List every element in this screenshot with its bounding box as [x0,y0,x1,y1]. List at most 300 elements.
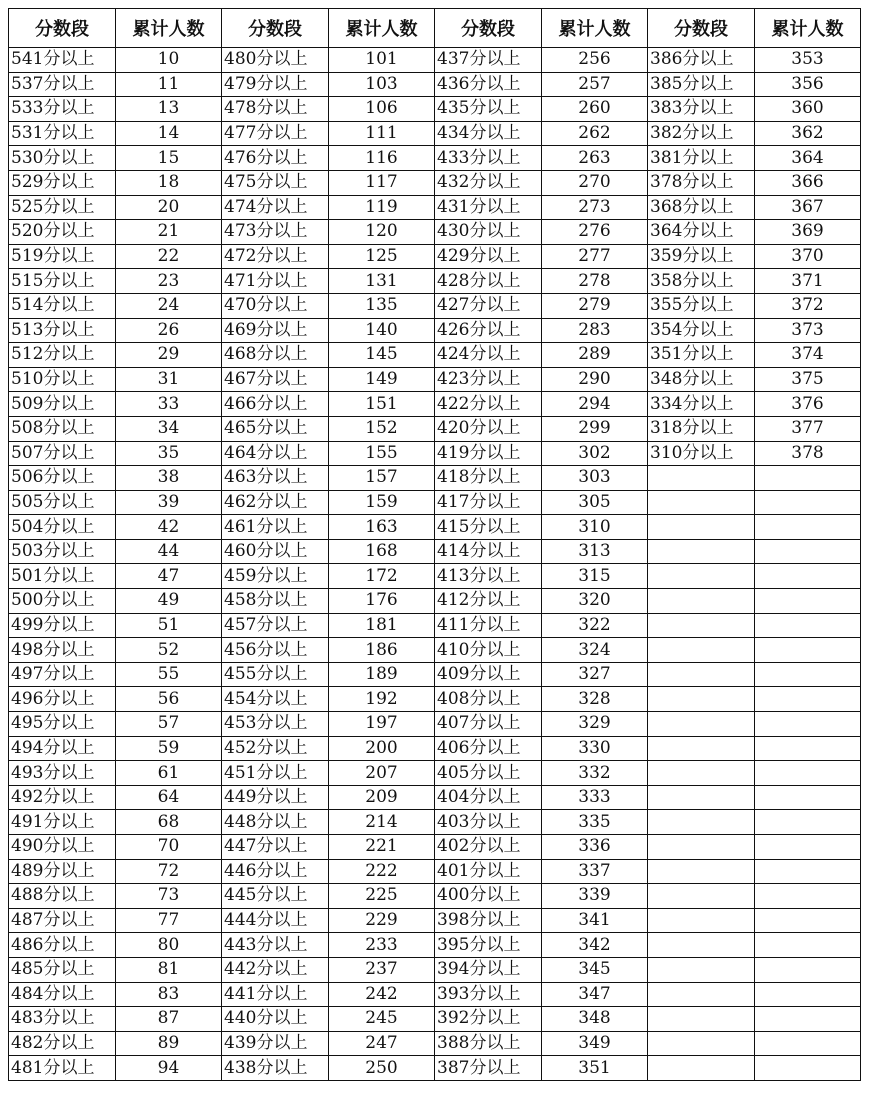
score-segment-cell: 479分以上 [222,72,329,97]
table-row [9,638,861,663]
score-segment-cell: 334分以上 [648,392,755,417]
score-segment-cell: 442分以上 [222,957,329,982]
table-row [9,392,861,417]
score-segment-cell: 484分以上 [9,982,116,1007]
table-row [9,490,861,515]
cumulative-count-cell: 55 [116,662,222,687]
cumulative-count-cell: 77 [116,908,222,933]
cumulative-count-cell: 81 [116,957,222,982]
score-segment-cell [648,712,755,737]
cumulative-count-cell: 73 [116,884,222,909]
cumulative-count-cell [755,466,861,491]
cumulative-count-cell: 273 [542,195,648,220]
header-score-segment: 分数段 [222,9,329,48]
cumulative-count-cell: 31 [116,367,222,392]
cumulative-count-cell [755,957,861,982]
cumulative-count-cell: 283 [542,318,648,343]
score-segment-cell: 355分以上 [648,293,755,318]
cumulative-count-cell: 51 [116,613,222,638]
score-segment-cell: 493分以上 [9,761,116,786]
score-segment-cell: 490分以上 [9,835,116,860]
cumulative-count-cell: 149 [329,367,435,392]
cumulative-count-cell: 276 [542,220,648,245]
score-segment-cell: 505分以上 [9,490,116,515]
score-segment-cell [648,859,755,884]
table-row [9,1031,861,1056]
cumulative-count-cell: 176 [329,589,435,614]
cumulative-count-cell: 70 [116,835,222,860]
score-segment-cell: 525分以上 [9,195,116,220]
score-segment-cell: 464分以上 [222,441,329,466]
cumulative-count-cell: 339 [542,884,648,909]
score-segment-cell: 541分以上 [9,48,116,73]
score-segment-cell: 401分以上 [435,859,542,884]
cumulative-count-cell: 159 [329,490,435,515]
score-segment-cell: 463分以上 [222,466,329,491]
score-segment-cell: 501分以上 [9,564,116,589]
table-row [9,441,861,466]
cumulative-count-cell: 207 [329,761,435,786]
cumulative-count-cell: 140 [329,318,435,343]
score-segment-cell: 404分以上 [435,785,542,810]
cumulative-count-cell [755,1056,861,1081]
score-segment-cell: 510分以上 [9,367,116,392]
cumulative-count-cell: 330 [542,736,648,761]
score-segment-cell: 512分以上 [9,343,116,368]
score-segment-cell: 368分以上 [648,195,755,220]
cumulative-count-cell [755,687,861,712]
score-segment-cell [648,515,755,540]
score-segment-cell [648,1056,755,1081]
score-segment-cell: 491分以上 [9,810,116,835]
score-segment-cell: 431分以上 [435,195,542,220]
score-segment-cell: 471分以上 [222,269,329,294]
table-row [9,933,861,958]
score-segment-cell: 509分以上 [9,392,116,417]
table-row [9,318,861,343]
cumulative-count-cell: 35 [116,441,222,466]
score-segment-cell: 465分以上 [222,416,329,441]
cumulative-count-cell: 155 [329,441,435,466]
table-row [9,416,861,441]
cumulative-count-cell: 242 [329,982,435,1007]
table-row [9,220,861,245]
score-segment-cell: 407分以上 [435,712,542,737]
cumulative-count-cell: 370 [755,244,861,269]
score-segment-cell: 451分以上 [222,761,329,786]
cumulative-count-cell: 10 [116,48,222,73]
score-segment-cell [648,933,755,958]
score-segment-cell: 495分以上 [9,712,116,737]
header-cumulative-count: 累计人数 [755,9,861,48]
cumulative-count-cell: 356 [755,72,861,97]
score-segment-cell: 454分以上 [222,687,329,712]
score-segment-cell: 486分以上 [9,933,116,958]
score-segment-cell: 382分以上 [648,121,755,146]
cumulative-count-cell: 260 [542,97,648,122]
table-row [9,97,861,122]
score-segment-cell: 441分以上 [222,982,329,1007]
cumulative-count-cell [755,638,861,663]
cumulative-count-cell: 362 [755,121,861,146]
score-segment-cell: 487分以上 [9,908,116,933]
score-segment-cell: 386分以上 [648,48,755,73]
score-segment-cell [648,687,755,712]
cumulative-count-cell: 372 [755,293,861,318]
cumulative-count-cell: 29 [116,343,222,368]
score-segment-cell [648,466,755,491]
header-row [9,9,861,48]
score-segment-cell: 496分以上 [9,687,116,712]
score-segment-cell [648,785,755,810]
score-segment-cell: 417分以上 [435,490,542,515]
score-segment-cell: 514分以上 [9,293,116,318]
cumulative-count-cell: 324 [542,638,648,663]
score-segment-cell [648,908,755,933]
score-segment-cell: 409分以上 [435,662,542,687]
cumulative-count-cell: 192 [329,687,435,712]
score-segment-cell: 474分以上 [222,195,329,220]
score-segment-cell: 402分以上 [435,835,542,860]
score-segment-cell: 398分以上 [435,908,542,933]
score-segment-cell: 472分以上 [222,244,329,269]
cumulative-count-cell: 349 [542,1031,648,1056]
score-segment-cell: 497分以上 [9,662,116,687]
score-segment-cell: 419分以上 [435,441,542,466]
cumulative-count-cell: 257 [542,72,648,97]
score-segment-cell: 492分以上 [9,785,116,810]
score-segment-cell: 413分以上 [435,564,542,589]
score-segment-cell: 378分以上 [648,170,755,195]
score-segment-cell: 519分以上 [9,244,116,269]
score-segment-cell: 400分以上 [435,884,542,909]
cumulative-count-cell: 310 [542,515,648,540]
score-segment-cell: 489分以上 [9,859,116,884]
table-row [9,1007,861,1032]
cumulative-count-cell: 72 [116,859,222,884]
cumulative-count-cell: 61 [116,761,222,786]
cumulative-count-cell [755,539,861,564]
score-segment-cell [648,982,755,1007]
cumulative-count-cell [755,515,861,540]
score-segment-cell: 461分以上 [222,515,329,540]
score-segment-cell [648,564,755,589]
score-segment-cell: 435分以上 [435,97,542,122]
cumulative-count-cell: 168 [329,539,435,564]
score-segment-cell: 433分以上 [435,146,542,171]
cumulative-count-cell: 151 [329,392,435,417]
cumulative-count-cell: 125 [329,244,435,269]
cumulative-count-cell: 64 [116,785,222,810]
cumulative-count-cell [755,613,861,638]
score-segment-cell: 468分以上 [222,343,329,368]
cumulative-count-cell: 189 [329,662,435,687]
cumulative-count-cell: 364 [755,146,861,171]
score-segment-cell: 466分以上 [222,392,329,417]
score-segment-cell: 452分以上 [222,736,329,761]
cumulative-count-cell: 26 [116,318,222,343]
score-segment-cell: 530分以上 [9,146,116,171]
cumulative-count-cell: 328 [542,687,648,712]
score-segment-cell: 459分以上 [222,564,329,589]
score-segment-cell: 348分以上 [648,367,755,392]
table-row [9,859,861,884]
score-segment-cell: 470分以上 [222,293,329,318]
cumulative-count-cell: 262 [542,121,648,146]
table-row [9,367,861,392]
score-segment-cell: 432分以上 [435,170,542,195]
header-cumulative-count: 累计人数 [542,9,648,48]
header-score-segment: 分数段 [9,9,116,48]
score-segment-cell [648,539,755,564]
cumulative-count-cell: 377 [755,416,861,441]
cumulative-count-cell: 111 [329,121,435,146]
score-segment-cell: 453分以上 [222,712,329,737]
score-segment-cell: 445分以上 [222,884,329,909]
cumulative-count-cell: 335 [542,810,648,835]
score-segment-cell: 403分以上 [435,810,542,835]
score-segment-cell [648,662,755,687]
cumulative-count-cell: 367 [755,195,861,220]
cumulative-count-cell: 34 [116,416,222,441]
cumulative-count-cell: 52 [116,638,222,663]
score-segment-cell: 408分以上 [435,687,542,712]
cumulative-count-cell: 378 [755,441,861,466]
score-segment-cell: 422分以上 [435,392,542,417]
score-segment-cell: 500分以上 [9,589,116,614]
score-segment-cell: 507分以上 [9,441,116,466]
table-row [9,613,861,638]
score-segment-cell: 513分以上 [9,318,116,343]
cumulative-count-cell: 222 [329,859,435,884]
cumulative-count-cell: 376 [755,392,861,417]
cumulative-count-cell: 299 [542,416,648,441]
cumulative-count-cell [755,490,861,515]
cumulative-count-cell: 80 [116,933,222,958]
cumulative-count-cell: 289 [542,343,648,368]
table-row [9,982,861,1007]
cumulative-count-cell: 366 [755,170,861,195]
score-segment-cell: 449分以上 [222,785,329,810]
score-segment-cell: 537分以上 [9,72,116,97]
score-segment-cell: 410分以上 [435,638,542,663]
score-segment-cell: 434分以上 [435,121,542,146]
cumulative-count-cell: 56 [116,687,222,712]
cumulative-count-cell [755,835,861,860]
score-segment-cell: 395分以上 [435,933,542,958]
score-segment-cell [648,1031,755,1056]
cumulative-count-cell: 87 [116,1007,222,1032]
cumulative-count-cell: 233 [329,933,435,958]
cumulative-count-cell: 369 [755,220,861,245]
cumulative-count-cell: 101 [329,48,435,73]
table-body [9,48,861,1081]
score-segment-cell: 476分以上 [222,146,329,171]
score-segment-cell: 381分以上 [648,146,755,171]
score-segment-cell: 531分以上 [9,121,116,146]
cumulative-count-cell: 209 [329,785,435,810]
score-segment-cell: 515分以上 [9,269,116,294]
cumulative-count-cell: 237 [329,957,435,982]
cumulative-count-cell: 250 [329,1056,435,1081]
score-segment-cell: 428分以上 [435,269,542,294]
cumulative-count-cell [755,908,861,933]
cumulative-count-cell: 131 [329,269,435,294]
cumulative-count-cell: 315 [542,564,648,589]
cumulative-count-cell: 22 [116,244,222,269]
table-row [9,244,861,269]
cumulative-count-cell: 245 [329,1007,435,1032]
score-segment-cell: 424分以上 [435,343,542,368]
table-row [9,736,861,761]
cumulative-count-cell: 337 [542,859,648,884]
cumulative-count-cell: 229 [329,908,435,933]
cumulative-count-cell: 44 [116,539,222,564]
cumulative-count-cell: 214 [329,810,435,835]
score-segment-cell [648,957,755,982]
cumulative-count-cell: 303 [542,466,648,491]
cumulative-count-cell: 59 [116,736,222,761]
score-segment-cell: 354分以上 [648,318,755,343]
cumulative-count-cell: 336 [542,835,648,860]
header-score-segment: 分数段 [648,9,755,48]
cumulative-count-cell: 94 [116,1056,222,1081]
cumulative-count-cell: 375 [755,367,861,392]
score-segment-cell: 533分以上 [9,97,116,122]
score-segment-cell: 444分以上 [222,908,329,933]
cumulative-count-cell [755,884,861,909]
table-row [9,687,861,712]
score-segment-cell: 446分以上 [222,859,329,884]
score-segment-cell: 440分以上 [222,1007,329,1032]
cumulative-count-cell [755,859,861,884]
table-row [9,293,861,318]
score-segment-cell [648,490,755,515]
score-segment-cell: 351分以上 [648,343,755,368]
score-segment-cell: 439分以上 [222,1031,329,1056]
cumulative-count-cell: 277 [542,244,648,269]
score-segment-cell [648,613,755,638]
table-row [9,466,861,491]
score-segment-cell: 418分以上 [435,466,542,491]
cumulative-count-cell: 135 [329,293,435,318]
score-segment-cell: 447分以上 [222,835,329,860]
cumulative-count-cell [755,662,861,687]
cumulative-count-cell: 24 [116,293,222,318]
cumulative-count-cell: 13 [116,97,222,122]
cumulative-count-cell: 20 [116,195,222,220]
score-segment-cell: 392分以上 [435,1007,542,1032]
cumulative-count-cell: 38 [116,466,222,491]
score-segment-cell: 412分以上 [435,589,542,614]
score-segment-cell: 426分以上 [435,318,542,343]
score-segment-cell: 406分以上 [435,736,542,761]
cumulative-count-cell: 181 [329,613,435,638]
table-row [9,121,861,146]
cumulative-count-cell: 23 [116,269,222,294]
cumulative-count-cell: 117 [329,170,435,195]
cumulative-count-cell: 186 [329,638,435,663]
cumulative-count-cell: 360 [755,97,861,122]
score-segment-cell: 504分以上 [9,515,116,540]
score-segment-cell: 480分以上 [222,48,329,73]
score-segment-cell: 388分以上 [435,1031,542,1056]
cumulative-count-cell: 14 [116,121,222,146]
cumulative-count-cell: 33 [116,392,222,417]
score-segment-cell: 359分以上 [648,244,755,269]
table-row [9,785,861,810]
score-segment-cell: 448分以上 [222,810,329,835]
score-segment-cell: 429分以上 [435,244,542,269]
score-segment-cell: 430分以上 [435,220,542,245]
table-row [9,589,861,614]
score-segment-cell: 499分以上 [9,613,116,638]
score-segment-cell: 481分以上 [9,1056,116,1081]
cumulative-count-cell: 120 [329,220,435,245]
cumulative-count-cell: 145 [329,343,435,368]
cumulative-count-cell: 200 [329,736,435,761]
cumulative-count-cell [755,589,861,614]
score-segment-cell: 423分以上 [435,367,542,392]
score-segment-cell: 467分以上 [222,367,329,392]
cumulative-count-cell: 83 [116,982,222,1007]
score-segment-cell: 394分以上 [435,957,542,982]
score-segment-cell: 503分以上 [9,539,116,564]
score-segment-cell: 310分以上 [648,441,755,466]
score-segment-cell: 477分以上 [222,121,329,146]
cumulative-count-cell: 329 [542,712,648,737]
score-segment-cell: 462分以上 [222,490,329,515]
cumulative-count-cell [755,564,861,589]
score-segment-cell [648,589,755,614]
score-segment-cell: 458分以上 [222,589,329,614]
table-row [9,1056,861,1081]
cumulative-count-cell: 225 [329,884,435,909]
cumulative-count-cell: 68 [116,810,222,835]
cumulative-count-cell [755,1031,861,1056]
cumulative-count-cell: 371 [755,269,861,294]
cumulative-count-cell: 305 [542,490,648,515]
score-segment-cell: 494分以上 [9,736,116,761]
cumulative-count-cell [755,1007,861,1032]
cumulative-count-cell: 21 [116,220,222,245]
cumulative-count-cell: 89 [116,1031,222,1056]
score-segment-cell: 387分以上 [435,1056,542,1081]
score-segment-cell: 364分以上 [648,220,755,245]
cumulative-count-cell: 278 [542,269,648,294]
cumulative-count-cell: 119 [329,195,435,220]
score-segment-cell: 529分以上 [9,170,116,195]
score-segment-cell: 457分以上 [222,613,329,638]
score-segment-cell: 383分以上 [648,97,755,122]
cumulative-count-cell: 39 [116,490,222,515]
table-row [9,810,861,835]
cumulative-count-cell [755,810,861,835]
cumulative-count-cell: 152 [329,416,435,441]
cumulative-count-cell: 294 [542,392,648,417]
cumulative-count-cell: 353 [755,48,861,73]
table-row [9,343,861,368]
score-segment-cell: 469分以上 [222,318,329,343]
cumulative-count-cell: 347 [542,982,648,1007]
cumulative-count-cell: 290 [542,367,648,392]
cumulative-count-cell: 221 [329,835,435,860]
cumulative-count-cell: 18 [116,170,222,195]
score-table [8,8,861,1081]
cumulative-count-cell: 345 [542,957,648,982]
score-segment-cell: 358分以上 [648,269,755,294]
score-segment-cell: 415分以上 [435,515,542,540]
